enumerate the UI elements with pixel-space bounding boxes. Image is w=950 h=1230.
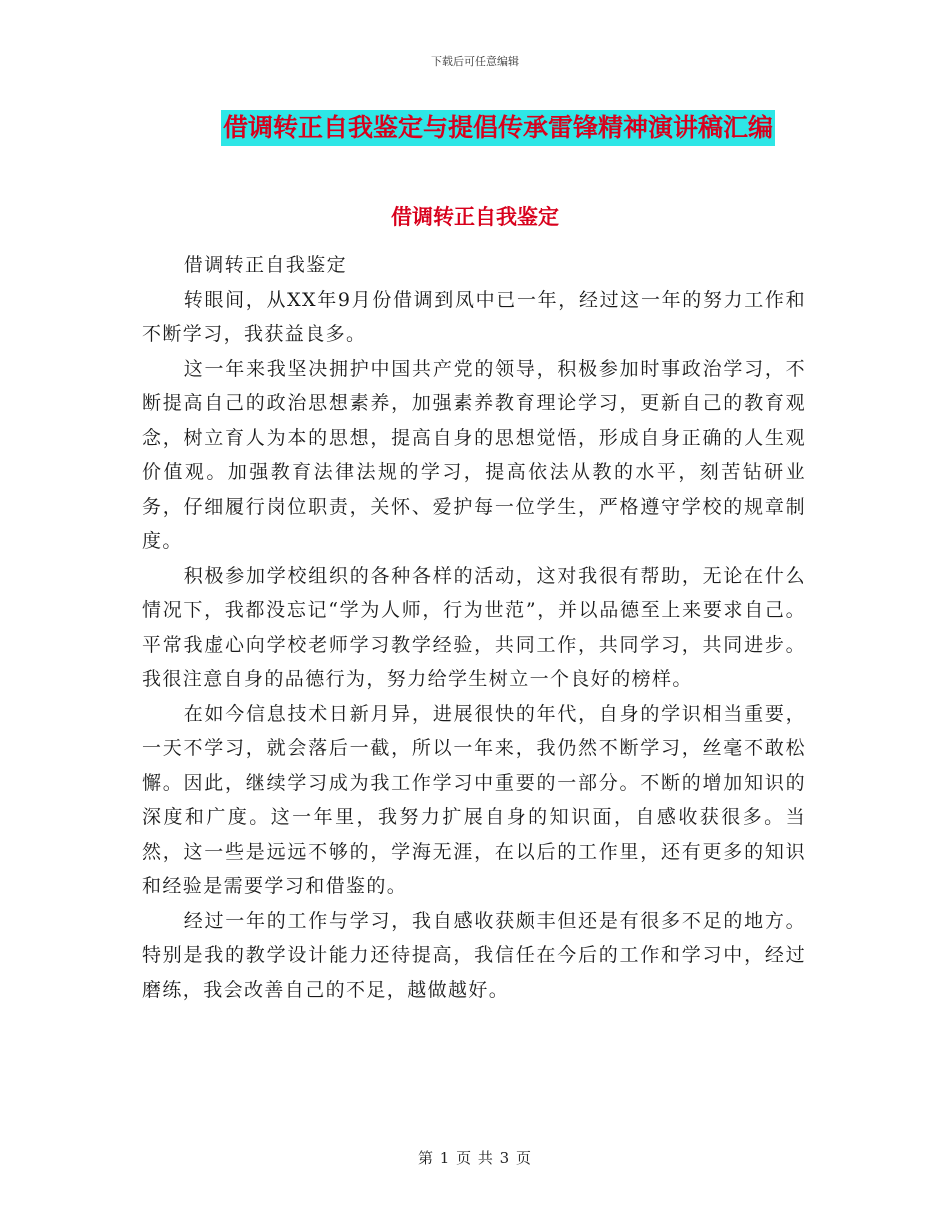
paragraph: 借调转正自我鉴定 xyxy=(183,254,347,276)
page-footer: 第 1 页 共 3 页 xyxy=(418,1149,532,1167)
paragraph: 经过一年的工作与学习，我自感收获颇丰但还是有很多不足的地方。特别是我的教学设计能力还待提高，我信任在今后的工作和学习中，经过磨练，我会改善自己的不足，越做越好。 xyxy=(142,909,806,1001)
section-title: 借调转正自我鉴定 xyxy=(391,205,559,229)
document-title: 借调转正自我鉴定与提倡传承雷锋精神演讲稿汇编 xyxy=(221,110,775,146)
paragraph: 在如今信息技术日新月异，进展很快的年代，自身的学识相当重要，一天不学习，就会落后一截，所以一年来，我仍然不断学习，丝毫不敢松懈。因此，继续学习成为我工作学习中重要的一部分。不断的增加知识的深度和广度。这一年里，我努力扩展自身的知识面，自感收获很多。当然，这一些是远远不够的，学海无涯，在以后的工作里，还有更多的知识和经验是需要学习和借鉴的。 xyxy=(142,702,806,897)
header-note: 下载后可任意编辑 xyxy=(431,55,519,68)
document-title-container xyxy=(0,110,950,146)
paragraph: 这一年来我坚决拥护中国共产党的领导，积极参加时事政治学习，不断提高自己的政治思想素养，加强素养教育理论学习，更新自己的教育观念，树立育人为本的思想，提高自身的思想觉悟，形成自身正确的人生观价值观。加强教育法律法规的学习，提高依法从教的水平，刻苦钻研业务，仔细履行岗位职责，关怀、爱护每一位学生，严格遵守学校的规章制度。 xyxy=(142,357,806,552)
document-body xyxy=(142,248,806,1007)
paragraph: 积极参加学校组织的各种各样的活动，这对我很有帮助，无论在什么情况下，我都没忘记“学为人师，行为世范”，并以品德至上来要求自己。平常我虚心向学校老师学习教学经验，共同工作，共同学习，共同进步。我很注意自身的品德行为，努力给学生树立一个良好的榜样。 xyxy=(142,564,806,690)
paragraph: 转眼间，从XX年9月份借调到凤中已一年，经过这一年的努力工作和不断学习，我获益良多。 xyxy=(142,288,806,345)
